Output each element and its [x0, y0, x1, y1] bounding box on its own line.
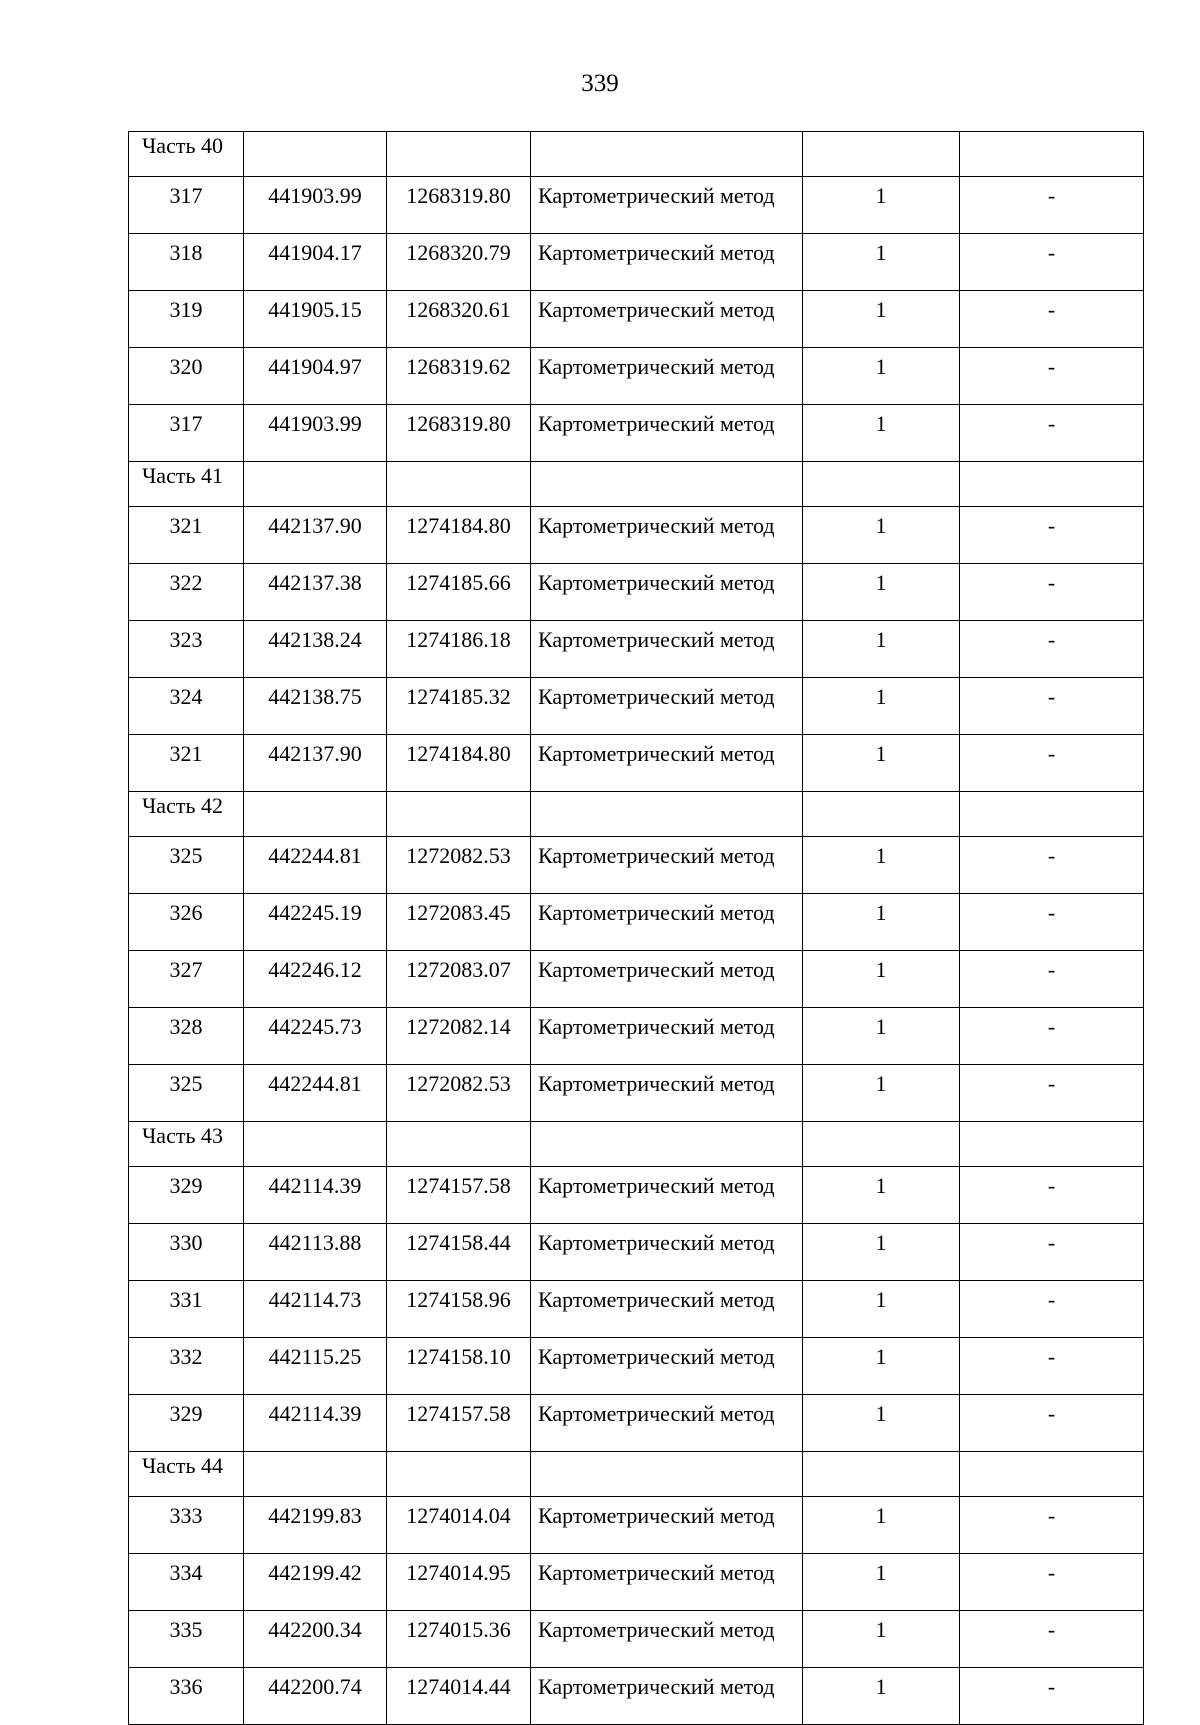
point-number-cell: 329	[129, 1395, 244, 1452]
point-number-cell: 331	[129, 1281, 244, 1338]
point-number-cell: 322	[129, 564, 244, 621]
point-number-cell: 320	[129, 348, 244, 405]
accuracy-cell: 1	[803, 837, 960, 894]
x-coordinate-cell: 441904.17	[244, 234, 387, 291]
table-row	[129, 234, 1144, 291]
method-cell: Картометрический метод	[531, 234, 803, 291]
part-header-row	[129, 792, 1144, 837]
point-number-cell: 330	[129, 1224, 244, 1281]
empty-cell	[803, 792, 960, 837]
empty-cell	[387, 1452, 531, 1497]
method-cell: Картометрический метод	[531, 1167, 803, 1224]
point-number-cell: 328	[129, 1008, 244, 1065]
note-cell: -	[960, 621, 1144, 678]
empty-cell	[387, 1122, 531, 1167]
table-row	[129, 291, 1144, 348]
y-coordinate-cell: 1272082.14	[387, 1008, 531, 1065]
part-label: Часть 44	[129, 1452, 244, 1497]
y-coordinate-cell: 1272083.45	[387, 894, 531, 951]
accuracy-cell: 1	[803, 1167, 960, 1224]
method-cell: Картометрический метод	[531, 507, 803, 564]
point-number-cell: 324	[129, 678, 244, 735]
table-row	[129, 1554, 1144, 1611]
empty-cell	[803, 1122, 960, 1167]
accuracy-cell: 1	[803, 291, 960, 348]
empty-cell	[531, 1122, 803, 1167]
x-coordinate-cell: 442137.90	[244, 735, 387, 792]
table-row	[129, 1224, 1144, 1281]
method-cell: Картометрический метод	[531, 1497, 803, 1554]
method-cell: Картометрический метод	[531, 1008, 803, 1065]
method-cell: Картометрический метод	[531, 1554, 803, 1611]
point-number-cell: 325	[129, 837, 244, 894]
method-cell: Картометрический метод	[531, 1338, 803, 1395]
table-row	[129, 1668, 1144, 1725]
note-cell: -	[960, 837, 1144, 894]
note-cell: -	[960, 894, 1144, 951]
method-cell: Картометрический метод	[531, 1224, 803, 1281]
point-number-cell: 317	[129, 177, 244, 234]
x-coordinate-cell: 442114.73	[244, 1281, 387, 1338]
point-number-cell: 329	[129, 1167, 244, 1224]
point-number-cell: 333	[129, 1497, 244, 1554]
empty-cell	[244, 792, 387, 837]
x-coordinate-cell: 442138.24	[244, 621, 387, 678]
point-number-cell: 321	[129, 735, 244, 792]
empty-cell	[387, 462, 531, 507]
point-number-cell: 335	[129, 1611, 244, 1668]
method-cell: Картометрический метод	[531, 951, 803, 1008]
x-coordinate-cell: 442138.75	[244, 678, 387, 735]
note-cell: -	[960, 405, 1144, 462]
empty-cell	[387, 132, 531, 177]
note-cell: -	[960, 1554, 1144, 1611]
y-coordinate-cell: 1274185.66	[387, 564, 531, 621]
accuracy-cell: 1	[803, 1611, 960, 1668]
part-label: Часть 40	[129, 132, 244, 177]
x-coordinate-cell: 442246.12	[244, 951, 387, 1008]
note-cell: -	[960, 951, 1144, 1008]
accuracy-cell: 1	[803, 1497, 960, 1554]
y-coordinate-cell: 1274015.36	[387, 1611, 531, 1668]
accuracy-cell: 1	[803, 678, 960, 735]
note-cell: -	[960, 1167, 1144, 1224]
accuracy-cell: 1	[803, 1008, 960, 1065]
y-coordinate-cell: 1274014.04	[387, 1497, 531, 1554]
accuracy-cell: 1	[803, 621, 960, 678]
note-cell: -	[960, 735, 1144, 792]
x-coordinate-cell: 442245.19	[244, 894, 387, 951]
table-row	[129, 348, 1144, 405]
point-number-cell: 325	[129, 1065, 244, 1122]
point-number-cell: 319	[129, 291, 244, 348]
note-cell: -	[960, 1224, 1144, 1281]
x-coordinate-cell: 442244.81	[244, 837, 387, 894]
x-coordinate-cell: 442200.34	[244, 1611, 387, 1668]
table-row	[129, 564, 1144, 621]
empty-cell	[960, 1452, 1144, 1497]
point-number-cell: 332	[129, 1338, 244, 1395]
x-coordinate-cell: 441903.99	[244, 177, 387, 234]
y-coordinate-cell: 1272082.53	[387, 837, 531, 894]
method-cell: Картометрический метод	[531, 1395, 803, 1452]
x-coordinate-cell: 442114.39	[244, 1395, 387, 1452]
y-coordinate-cell: 1274158.10	[387, 1338, 531, 1395]
empty-cell	[960, 792, 1144, 837]
x-coordinate-cell: 442137.38	[244, 564, 387, 621]
empty-cell	[244, 1122, 387, 1167]
note-cell: -	[960, 564, 1144, 621]
y-coordinate-cell: 1272083.07	[387, 951, 531, 1008]
method-cell: Картометрический метод	[531, 348, 803, 405]
empty-cell	[244, 132, 387, 177]
y-coordinate-cell: 1268320.79	[387, 234, 531, 291]
empty-cell	[803, 1452, 960, 1497]
x-coordinate-cell: 441904.97	[244, 348, 387, 405]
y-coordinate-cell: 1268320.61	[387, 291, 531, 348]
table-row	[129, 735, 1144, 792]
point-number-cell: 321	[129, 507, 244, 564]
accuracy-cell: 1	[803, 951, 960, 1008]
part-header-row	[129, 1122, 1144, 1167]
method-cell: Картометрический метод	[531, 405, 803, 462]
accuracy-cell: 1	[803, 234, 960, 291]
accuracy-cell: 1	[803, 177, 960, 234]
page-number: 339	[581, 70, 619, 97]
y-coordinate-cell: 1272082.53	[387, 1065, 531, 1122]
part-label: Часть 43	[129, 1122, 244, 1167]
empty-cell	[531, 792, 803, 837]
x-coordinate-cell: 442114.39	[244, 1167, 387, 1224]
note-cell: -	[960, 1008, 1144, 1065]
table-row	[129, 1281, 1144, 1338]
table-row	[129, 1065, 1144, 1122]
accuracy-cell: 1	[803, 405, 960, 462]
accuracy-cell: 1	[803, 894, 960, 951]
method-cell: Картометрический метод	[531, 564, 803, 621]
table-row	[129, 1611, 1144, 1668]
x-coordinate-cell: 442113.88	[244, 1224, 387, 1281]
x-coordinate-cell: 442199.83	[244, 1497, 387, 1554]
method-cell: Картометрический метод	[531, 177, 803, 234]
x-coordinate-cell: 442244.81	[244, 1065, 387, 1122]
method-cell: Картометрический метод	[531, 621, 803, 678]
x-coordinate-cell: 441905.15	[244, 291, 387, 348]
table-row	[129, 621, 1144, 678]
table-row	[129, 1338, 1144, 1395]
y-coordinate-cell: 1274186.18	[387, 621, 531, 678]
table-body	[129, 132, 1144, 1725]
note-cell: -	[960, 291, 1144, 348]
y-coordinate-cell: 1268319.80	[387, 177, 531, 234]
y-coordinate-cell: 1274014.44	[387, 1668, 531, 1725]
accuracy-cell: 1	[803, 564, 960, 621]
y-coordinate-cell: 1268319.80	[387, 405, 531, 462]
y-coordinate-cell: 1274014.95	[387, 1554, 531, 1611]
note-cell: -	[960, 234, 1144, 291]
x-coordinate-cell: 441903.99	[244, 405, 387, 462]
part-header-row	[129, 1452, 1144, 1497]
empty-cell	[531, 132, 803, 177]
method-cell: Картометрический метод	[531, 291, 803, 348]
note-cell: -	[960, 1338, 1144, 1395]
accuracy-cell: 1	[803, 1065, 960, 1122]
x-coordinate-cell: 442115.25	[244, 1338, 387, 1395]
note-cell: -	[960, 1395, 1144, 1452]
method-cell: Картометрический метод	[531, 678, 803, 735]
accuracy-cell: 1	[803, 735, 960, 792]
point-number-cell: 327	[129, 951, 244, 1008]
table-row	[129, 951, 1144, 1008]
point-number-cell: 317	[129, 405, 244, 462]
y-coordinate-cell: 1274184.80	[387, 507, 531, 564]
y-coordinate-cell: 1274157.58	[387, 1167, 531, 1224]
x-coordinate-cell: 442199.42	[244, 1554, 387, 1611]
part-header-row	[129, 132, 1144, 177]
accuracy-cell: 1	[803, 1668, 960, 1725]
note-cell: -	[960, 1668, 1144, 1725]
point-number-cell: 323	[129, 621, 244, 678]
part-label: Часть 42	[129, 792, 244, 837]
table-row	[129, 1008, 1144, 1065]
accuracy-cell: 1	[803, 348, 960, 405]
empty-cell	[244, 462, 387, 507]
y-coordinate-cell: 1268319.62	[387, 348, 531, 405]
table-row	[129, 678, 1144, 735]
table-row	[129, 507, 1144, 564]
empty-cell	[531, 462, 803, 507]
y-coordinate-cell: 1274184.80	[387, 735, 531, 792]
part-label: Часть 41	[129, 462, 244, 507]
empty-cell	[244, 1452, 387, 1497]
point-number-cell: 334	[129, 1554, 244, 1611]
accuracy-cell: 1	[803, 1224, 960, 1281]
note-cell: -	[960, 1065, 1144, 1122]
part-header-row	[129, 462, 1144, 507]
method-cell: Картометрический метод	[531, 1065, 803, 1122]
point-number-cell: 336	[129, 1668, 244, 1725]
empty-cell	[803, 132, 960, 177]
point-number-cell: 318	[129, 234, 244, 291]
x-coordinate-cell: 442200.74	[244, 1668, 387, 1725]
table-row	[129, 1167, 1144, 1224]
x-coordinate-cell: 442245.73	[244, 1008, 387, 1065]
method-cell: Картометрический метод	[531, 1281, 803, 1338]
note-cell: -	[960, 1611, 1144, 1668]
method-cell: Картометрический метод	[531, 837, 803, 894]
empty-cell	[531, 1452, 803, 1497]
accuracy-cell: 1	[803, 1554, 960, 1611]
note-cell: -	[960, 348, 1144, 405]
note-cell: -	[960, 507, 1144, 564]
empty-cell	[960, 1122, 1144, 1167]
note-cell: -	[960, 1281, 1144, 1338]
y-coordinate-cell: 1274185.32	[387, 678, 531, 735]
method-cell: Картометрический метод	[531, 894, 803, 951]
accuracy-cell: 1	[803, 1395, 960, 1452]
note-cell: -	[960, 177, 1144, 234]
accuracy-cell: 1	[803, 1338, 960, 1395]
accuracy-cell: 1	[803, 507, 960, 564]
point-number-cell: 326	[129, 894, 244, 951]
table-row	[129, 177, 1144, 234]
table-row	[129, 894, 1144, 951]
table-row	[129, 1395, 1144, 1452]
y-coordinate-cell: 1274158.44	[387, 1224, 531, 1281]
empty-cell	[960, 132, 1144, 177]
method-cell: Картометрический метод	[531, 1611, 803, 1668]
note-cell: -	[960, 678, 1144, 735]
table-row	[129, 837, 1144, 894]
table-row	[129, 1497, 1144, 1554]
empty-cell	[960, 462, 1144, 507]
empty-cell	[387, 792, 531, 837]
coordinates-table	[128, 131, 1144, 1725]
note-cell: -	[960, 1497, 1144, 1554]
x-coordinate-cell: 442137.90	[244, 507, 387, 564]
method-cell: Картометрический метод	[531, 1668, 803, 1725]
empty-cell	[803, 462, 960, 507]
accuracy-cell: 1	[803, 1281, 960, 1338]
y-coordinate-cell: 1274158.96	[387, 1281, 531, 1338]
y-coordinate-cell: 1274157.58	[387, 1395, 531, 1452]
table-row	[129, 405, 1144, 462]
method-cell: Картометрический метод	[531, 735, 803, 792]
